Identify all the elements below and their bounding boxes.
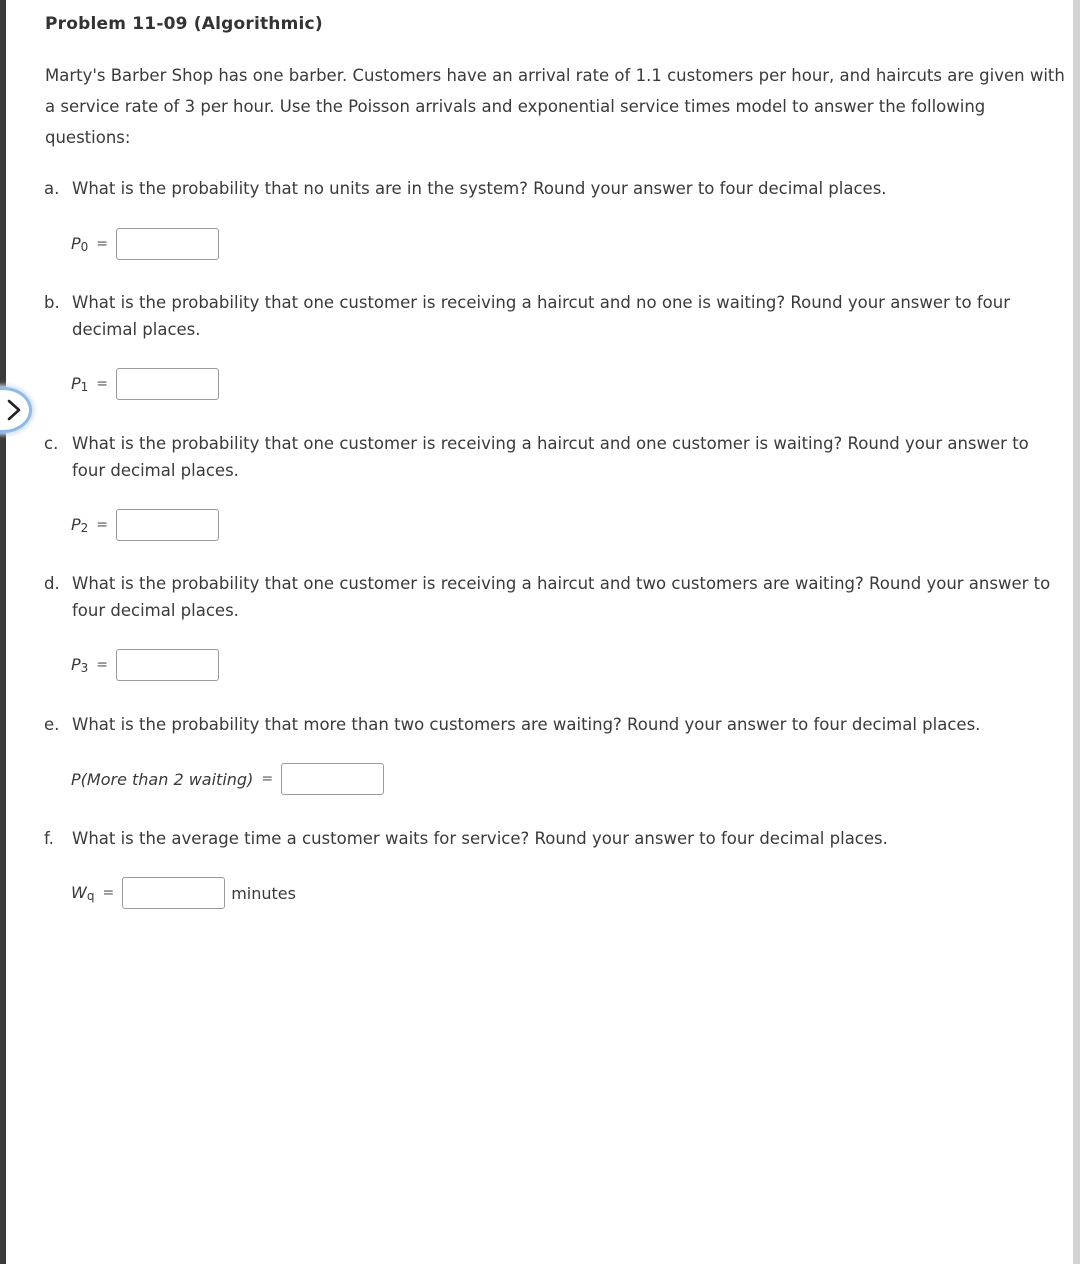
answer-label: P1	[71, 374, 89, 394]
right-scrollbar[interactable]	[1073, 0, 1080, 1264]
question-letter: a.	[44, 179, 60, 198]
p3-input[interactable]	[116, 649, 219, 681]
question-f	[44, 825, 1054, 852]
question-text: What is the probability that one customer is receiving a haircut and no one is waiting? Round your answer to four decimal places.	[72, 293, 1011, 339]
answer-row-a	[71, 228, 219, 260]
p-more-than-2-input[interactable]	[281, 763, 384, 795]
next-question-button[interactable]	[0, 387, 32, 433]
p0-input[interactable]	[116, 228, 219, 260]
question-letter: b.	[44, 293, 60, 312]
question-text: What is the probability that one customer is receiving a haircut and two customers are waiting? Round your answer to four decimal places.	[72, 574, 1051, 620]
question-letter: d.	[44, 574, 60, 593]
answer-row-c	[71, 509, 219, 541]
chevron-right-icon	[7, 399, 21, 421]
answer-label: P2	[71, 515, 89, 535]
problem-title: Problem 11-09 (Algorithmic)	[45, 14, 323, 34]
p2-input[interactable]	[116, 509, 219, 541]
answer-label: Wq	[71, 883, 95, 903]
question-c	[44, 430, 1054, 484]
answer-row-d	[71, 649, 219, 681]
question-letter: c.	[44, 434, 59, 453]
question-text: What is the probability that no units are in the system? Round your answer to four decimal places.	[72, 179, 887, 198]
answer-row-e	[71, 763, 384, 795]
question-text: What is the probability that more than two customers are waiting? Round your answer to four decimal places.	[72, 715, 981, 734]
question-text: What is the probability that one customer is receiving a haircut and one customer is waiting? Round your answer to four decimal places.	[72, 434, 1029, 480]
question-letter: e.	[44, 715, 60, 734]
equals-sign: =	[261, 771, 274, 787]
unit-label: minutes	[231, 883, 296, 903]
left-edge-bar	[0, 0, 6, 1264]
equals-sign: =	[96, 657, 109, 673]
answer-row-f	[71, 877, 296, 909]
wq-input[interactable]	[122, 877, 225, 909]
answer-label: P(More than 2 waiting)	[71, 769, 254, 789]
question-d	[44, 570, 1054, 624]
answer-label: P0	[71, 234, 89, 254]
question-text: What is the average time a customer waits for service? Round your answer to four decimal places.	[72, 829, 888, 848]
equals-sign: =	[96, 517, 109, 533]
question-letter: f.	[44, 829, 54, 848]
question-a	[44, 175, 1054, 202]
answer-label: P3	[71, 655, 89, 675]
question-b	[44, 289, 1054, 343]
answer-row-b	[71, 368, 219, 400]
problem-intro: Marty's Barber Shop has one barber. Customers have an arrival rate of 1.1 customers per hour, and haircuts are given with a service rate of 3 per hour. Use the Poisson arrivals and exponential service times model to answer the following questions:	[45, 66, 1065, 147]
question-e	[44, 711, 1054, 738]
equals-sign: =	[96, 376, 109, 392]
equals-sign: =	[102, 885, 115, 901]
p1-input[interactable]	[116, 368, 219, 400]
equals-sign: =	[96, 236, 109, 252]
